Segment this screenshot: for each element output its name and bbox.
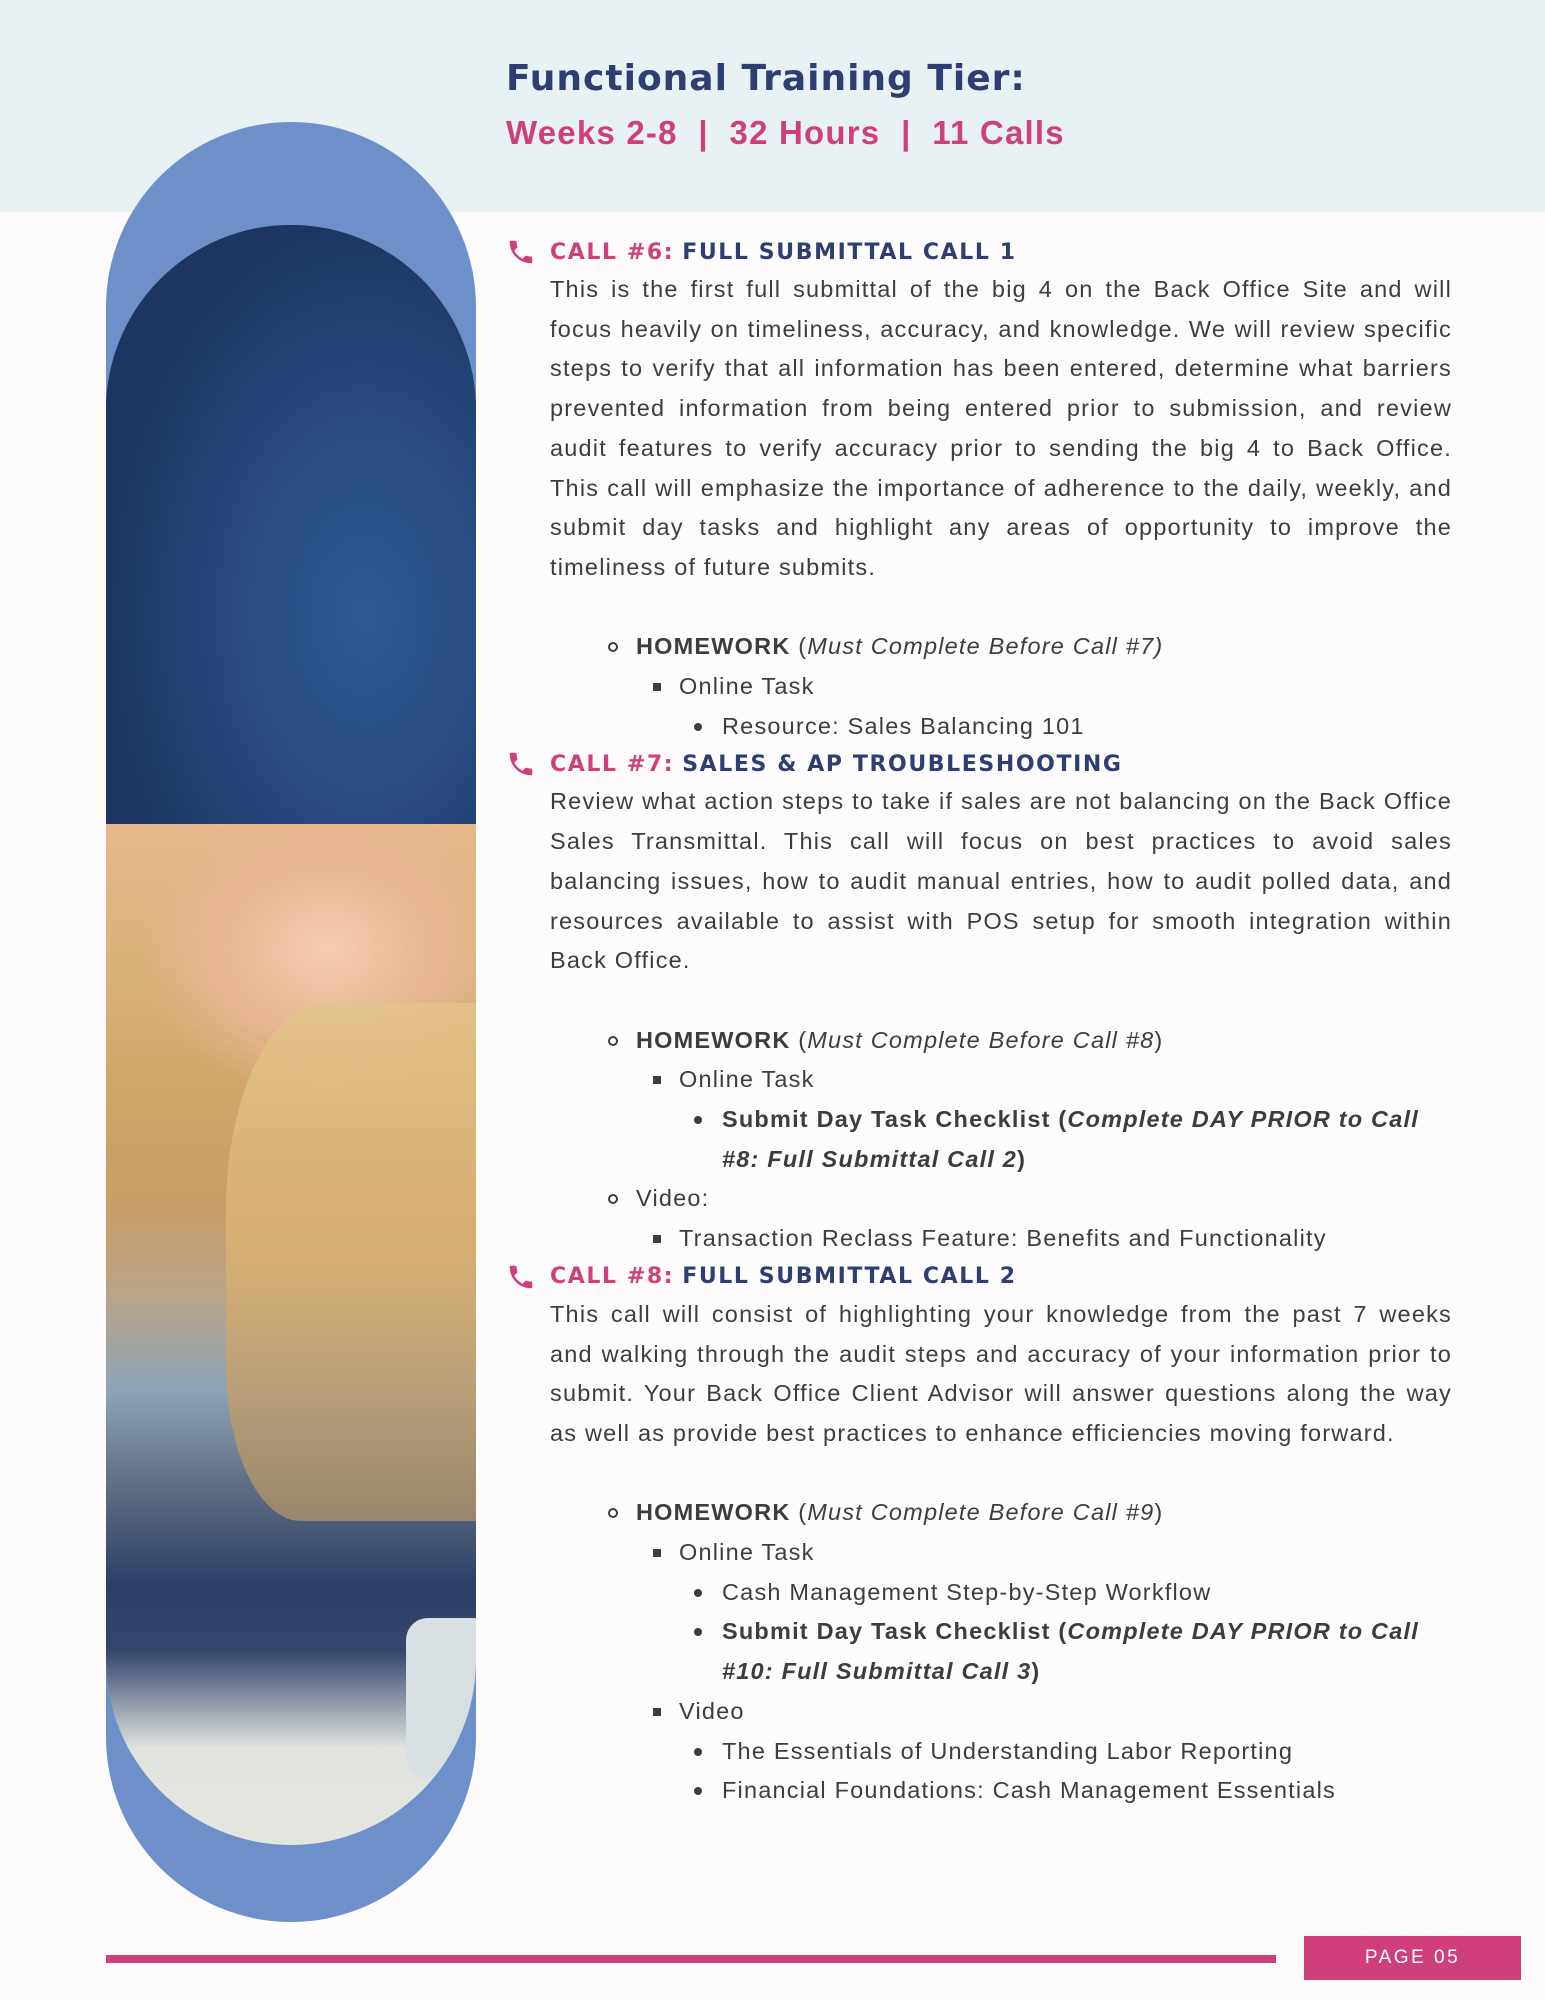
- homework-item: HOMEWORK (Must Complete Before Call #8): [636, 1021, 1452, 1061]
- video-item: Video: [679, 1692, 1452, 1732]
- calls-content: [506, 234, 1452, 1811]
- square-bullet-icon: [653, 1708, 661, 1716]
- checklist-item: Submit Day Task Checklist (Complete DAY PRIOR to Call #8: Full Submittal Call 2): [722, 1100, 1452, 1179]
- phone-icon: [506, 749, 536, 779]
- homework-note: Must Complete Before Call #8: [807, 1026, 1155, 1053]
- dot-bullet-icon: [694, 1628, 702, 1636]
- online-task-item: Online Task: [679, 1060, 1452, 1100]
- call-name: FULL SUBMITTAL CALL 2: [682, 1264, 1017, 1290]
- video-title-item: The Essentials of Understanding Labor Reporting: [722, 1732, 1452, 1772]
- call-description: Review what action steps to take if sales are not balancing on the Back Office Sales Transmittal. This call will focus on best practices to avoid sales balancing issues, how to audit manual entries, how to audit polled data, and resources available to assist with POS setup for smooth integration within Back Office.: [550, 788, 1452, 974]
- photo-hair-region: [226, 1003, 476, 1521]
- homework-item: HOMEWORK (Must Complete Before Call #9): [636, 1493, 1452, 1533]
- photo-phone-region: [406, 1618, 476, 1778]
- online-task-item: Online Task: [679, 1533, 1452, 1573]
- homework-item: HOMEWORK (Must Complete Before Call #7): [636, 627, 1452, 667]
- video-item: Video:: [636, 1179, 1452, 1219]
- dot-bullet-icon: [694, 1589, 702, 1597]
- call-number: CALL #7:: [550, 751, 675, 777]
- square-bullet-icon: [653, 683, 661, 691]
- square-bullet-icon: [653, 1235, 661, 1243]
- phone-icon: [506, 237, 536, 267]
- checklist-item: Submit Day Task Checklist (Complete DAY PRIOR to Call #10: Full Submittal Call 3): [722, 1612, 1452, 1691]
- hollow-bullet-icon: [608, 1036, 618, 1046]
- page-title: Functional Training Tier:: [506, 58, 1026, 99]
- call-name: FULL SUBMITTAL CALL 1: [682, 239, 1017, 265]
- dot-bullet-icon: [694, 1116, 702, 1124]
- square-bullet-icon: [653, 1549, 661, 1557]
- page-number-badge: PAGE 05: [1304, 1936, 1521, 1980]
- hollow-bullet-icon: [608, 1508, 618, 1518]
- call-number: CALL #8:: [550, 1264, 675, 1290]
- call-7-section: [506, 746, 1452, 1258]
- call-description: This is the first full submittal of the big 4 on the Back Office Site and will focus heavily on timeliness, accuracy, and knowledge. We will review specific steps to verify that all information has been entered, determine what barriers prevented information from being entered prior to submission, and review audit features to verify accuracy prior to sending the big 4 to Back Office. This call will emphasize the importance of adherence to the daily, weekly, and submit day tasks and highlight any areas of opportunity to improve the timeliness of future submits.: [550, 276, 1452, 580]
- call-heading: [506, 746, 1452, 782]
- video-title-item: Transaction Reclass Feature: Benefits and Functionality: [679, 1219, 1452, 1259]
- call-6-section: [506, 234, 1452, 746]
- call-description: This call will consist of highlighting your knowledge from the past 7 weeks and walking through the audit steps and accuracy of your information prior to submit. Your Back Office Client Advisor will answer questions along the way as well as provide best practices to enhance efficiencies moving forward.: [550, 1300, 1452, 1446]
- dot-bullet-icon: [694, 723, 702, 731]
- dot-bullet-icon: [694, 1748, 702, 1756]
- resource-item: Resource: Sales Balancing 101: [722, 707, 1452, 747]
- phone-icon: [506, 1262, 536, 1292]
- hollow-bullet-icon: [608, 1194, 618, 1204]
- page-subtitle: Weeks 2-8 | 32 Hours | 11 Calls: [506, 114, 1065, 151]
- online-task-item: Online Task: [679, 667, 1452, 707]
- hollow-bullet-icon: [608, 642, 618, 652]
- homework-note: Must Complete Before Call #7): [807, 633, 1164, 660]
- call-heading: [506, 1259, 1452, 1295]
- call-8-section: [506, 1259, 1452, 1811]
- square-bullet-icon: [653, 1076, 661, 1084]
- footer-divider: [106, 1955, 1276, 1963]
- call-number: CALL #6:: [550, 239, 675, 265]
- call-heading: [506, 234, 1452, 270]
- dot-bullet-icon: [694, 1787, 702, 1795]
- homework-note: Must Complete Before Call #9: [807, 1499, 1155, 1526]
- video-title-item: Financial Foundations: Cash Management Essentials: [722, 1771, 1452, 1811]
- hero-photo: [106, 225, 476, 1845]
- photo-beanie-region: [106, 225, 476, 824]
- resource-item: Cash Management Step-by-Step Workflow: [722, 1573, 1452, 1613]
- call-name: SALES & AP TROUBLESHOOTING: [682, 751, 1123, 777]
